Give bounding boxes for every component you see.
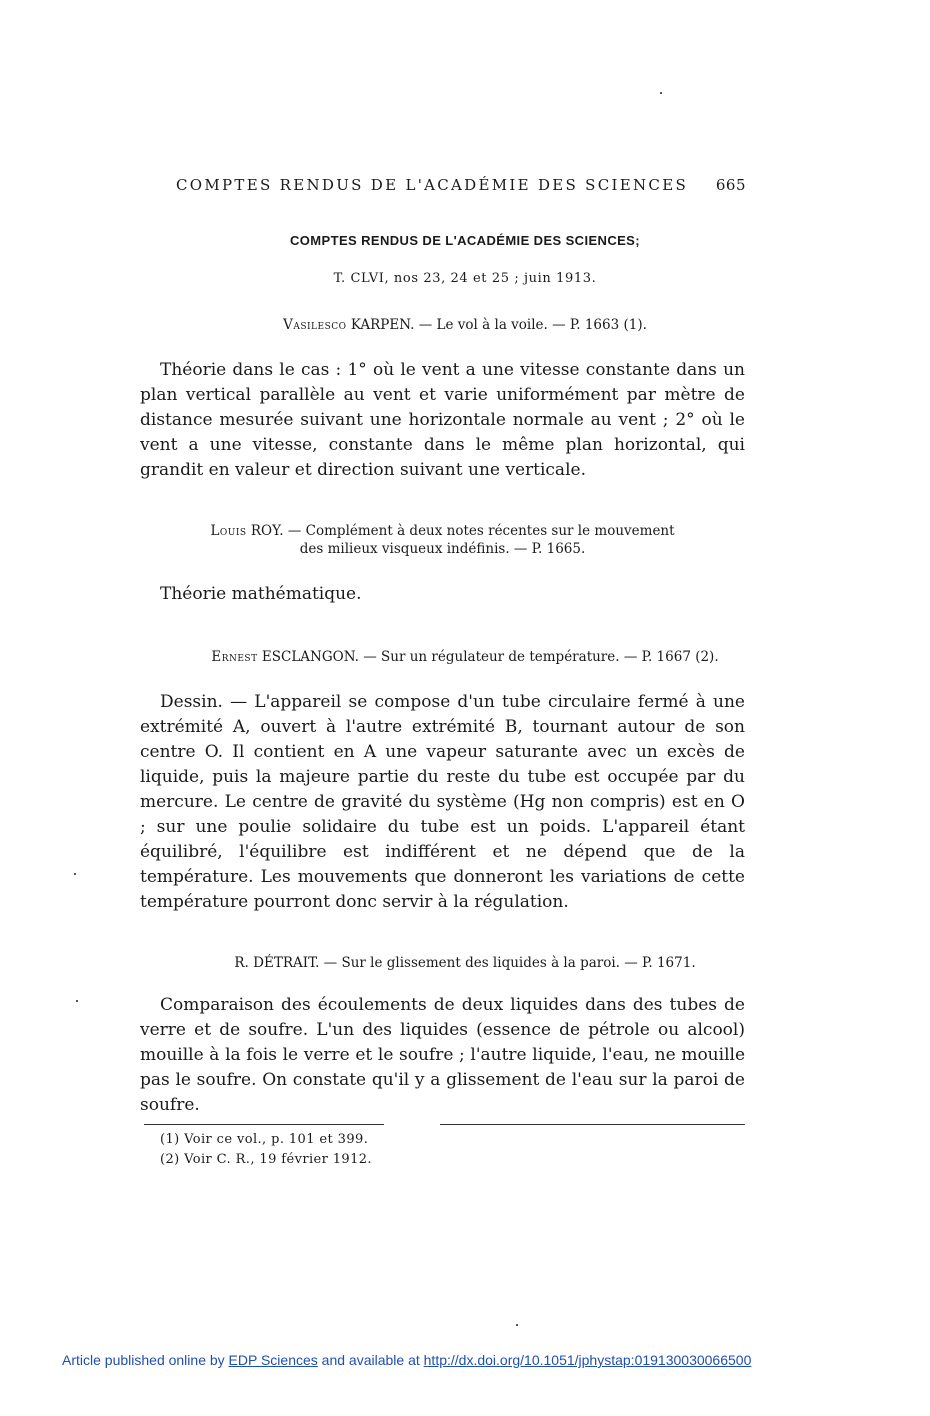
section-subtitle: T. CLVI, nos 23, 24 et 25 ; juin 1913. — [333, 271, 597, 286]
footnote-rule — [440, 1124, 745, 1125]
author-first-name: Vasilesco — [283, 317, 347, 333]
footer-middle: and available at — [317, 1352, 424, 1368]
entry-abstract: Théorie dans le cas : 1° où le vent a une vitesse constante dans un plan vertical parallèle au vent et varie uniformément par mètre de distance mesurée suivant une horizontale normale au vent ; 2° où le vent a une vitesse, constante dans le même plan horizontal, qui grandit en valeur et direction suivant une verticale. — [140, 360, 745, 480]
print-speck — [76, 1000, 78, 1002]
entry-abstract: Dessin. — L'appareil se compose d'un tube circulaire fermé à une extrémité A, ouvert à l'autre extrémité B, tournant autour de son centre O. Il contient en A une vapeur saturante avec un excès de liquide, puis la majeure partie du reste du tube est occupée par du mercure. Le centre de gravité du système (Hg non compris) est en O ; sur une poulie solidaire du tube est un poids. L'appareil étant équilibré, l'équilibre est indifférent et ne dépend que de la température. Les mouvements que donneront les variations de cette température pourront donc servir à la régulation. — [140, 692, 745, 912]
entry-heading — [0, 316, 930, 334]
publication-footer — [62, 1352, 751, 1368]
entry-heading — [0, 648, 930, 666]
print-speck — [516, 1324, 518, 1326]
doi-link[interactable]: http://dx.doi.org/10.1051/jphystap:019130030066500 — [423, 1352, 752, 1368]
print-speck — [660, 92, 662, 94]
author-first-name: Louis — [210, 523, 247, 539]
entry-heading — [180, 522, 705, 558]
page-number: 665 — [715, 176, 746, 194]
entry-title-continued: des milieux visqueux indéfinis. — P. 1665. — [299, 541, 586, 557]
entry-heading-line — [180, 522, 705, 540]
author-last-name: KARPEN. — [350, 317, 415, 333]
section-title: COMPTES RENDUS DE L'ACADÉMIE DES SCIENCES; — [290, 233, 640, 248]
author-last-name: ESCLANGON. — [261, 649, 359, 665]
entry-title: — Sur le glissement des liquides à la paroi. — P. 1671. — [319, 955, 696, 971]
running-title: COMPTES RENDUS DE L'ACADÉMIE DES SCIENCES — [176, 176, 689, 194]
entry-title: — Le vol à la voile. — P. 1663 (1). — [414, 317, 647, 333]
author-first-name: Ernest — [211, 649, 258, 665]
print-speck — [74, 873, 76, 875]
entry-abstract: Comparaison des écoulements de deux liquides dans des tubes de verre et de soufre. L'un des liquides (essence de pétrole ou alcool) mouille à la fois le verre et le soufre ; l'autre liquide, l'eau, ne mouille pas le soufre. On constate qu'il y a glissement de l'eau sur la paroi de soufre. — [140, 995, 745, 1115]
entry-heading — [0, 954, 930, 972]
footnote-rule — [144, 1124, 384, 1125]
author-last-name: DÉTRAIT. — [253, 955, 320, 971]
entry-abstract: Théorie mathématique. — [160, 584, 362, 604]
running-header — [176, 176, 746, 194]
entry-title: — Complément à deux notes récentes sur le mouvement — [283, 523, 675, 539]
publisher-link[interactable]: EDP Sciences — [228, 1352, 318, 1368]
entry-title: — Sur un régulateur de température. — P. 1667 (2). — [358, 649, 719, 665]
footer-prefix: Article published online by — [62, 1352, 229, 1368]
footnote-2: (2) Voir C. R., 19 février 1912. — [160, 1152, 372, 1167]
author-first-name: R. — [234, 955, 249, 971]
author-last-name: ROY. — [250, 523, 284, 539]
footnote-1: (1) Voir ce vol., p. 101 et 399. — [160, 1132, 369, 1147]
